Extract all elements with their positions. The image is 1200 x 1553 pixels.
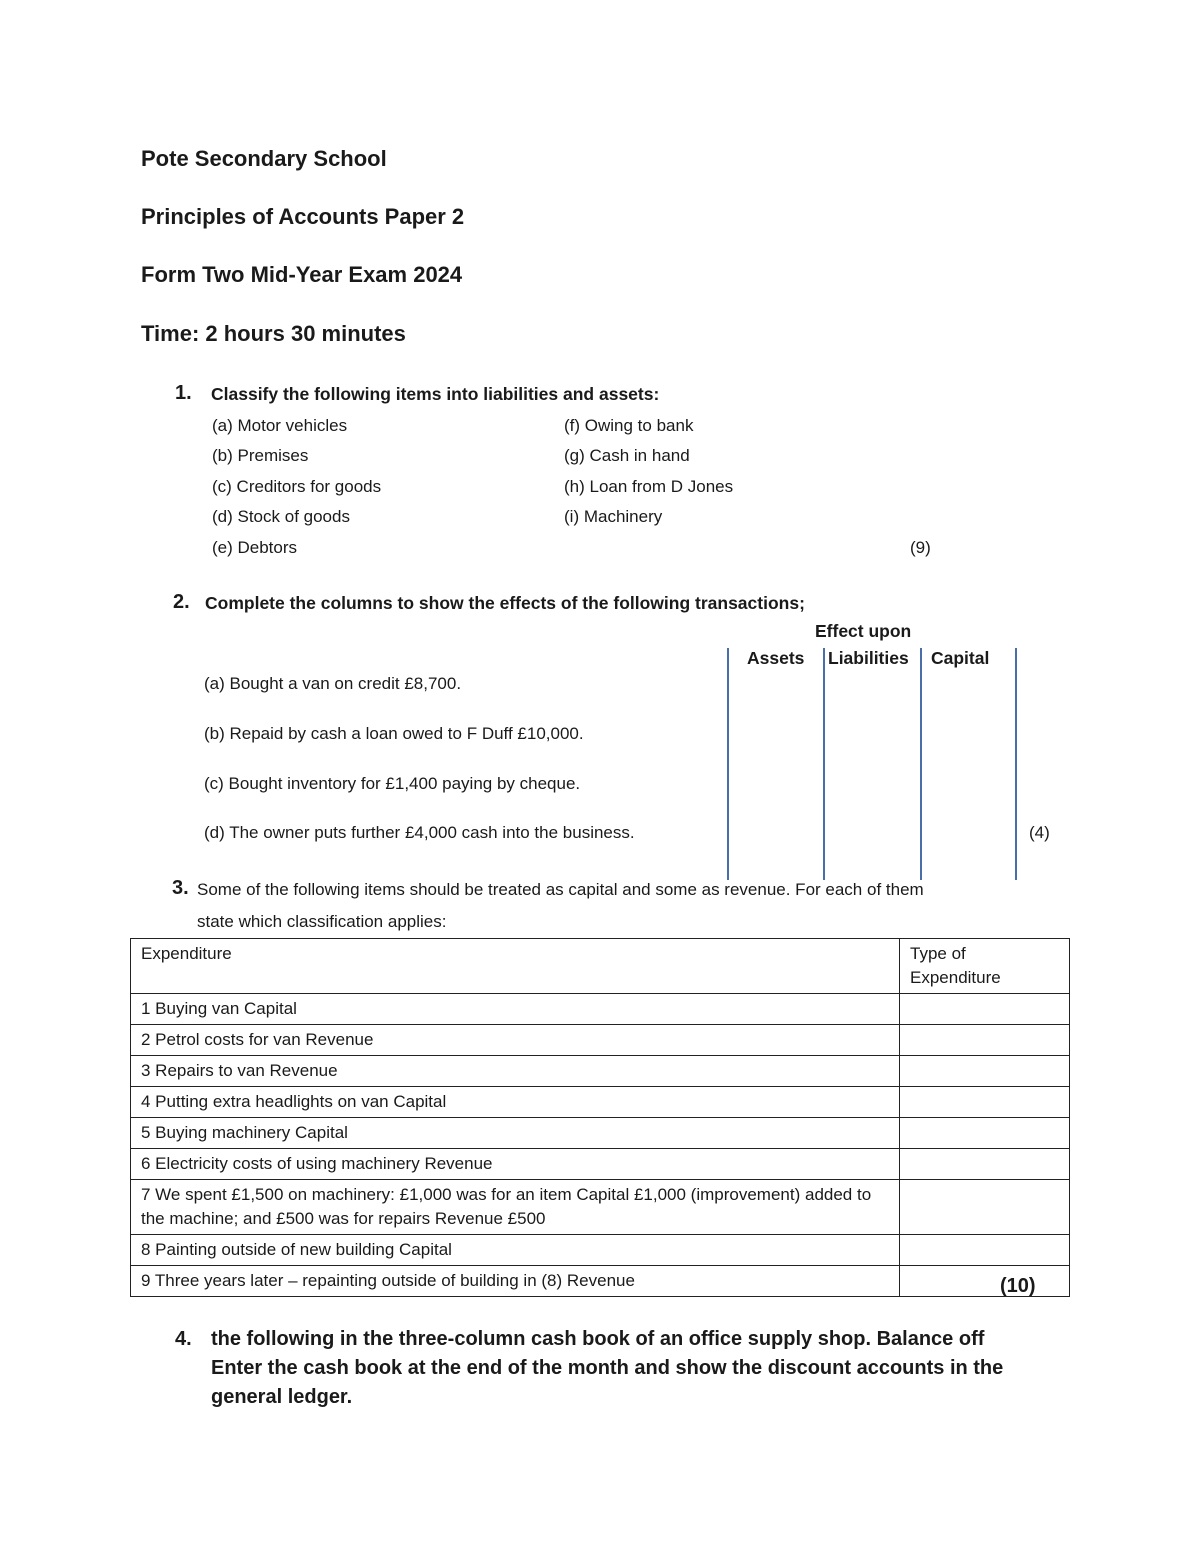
row-text: 3 Repairs to van Revenue [131,1056,900,1087]
q2-column-rule-1 [727,648,729,880]
q4-line2: Enter the cash book at the end of the month and show the discount accounts in the [211,1357,1004,1379]
table-row [131,1266,1070,1297]
type-cell[interactable] [900,1025,1070,1056]
q4-number: 4. [175,1328,192,1350]
q1-item-e: (e) Debtors [212,538,298,557]
q1-item-b: (b) Premises [212,446,309,465]
exam-time: Time: 2 hours 30 minutes [141,321,406,346]
q2-column-rule-3 [920,648,922,880]
q1-item-i: (i) Machinery [564,507,663,526]
school-name: Pote Secondary School [141,146,387,171]
q2-col-assets: Assets [747,648,805,668]
q3-prompt-line2: state which classification applies: [197,912,447,931]
type-cell[interactable] [900,1235,1070,1266]
q3-number: 3. [172,877,189,899]
q1-number: 1. [175,382,192,404]
q2-transaction-a: (a) Bought a van on credit £8,700. [204,674,462,693]
type-cell[interactable] [900,1266,1070,1297]
table-row [131,994,1070,1025]
q2-transaction-b: (b) Repaid by cash a loan owed to F Duff £10,000. [204,724,584,743]
table-row [131,1025,1070,1056]
q2-col-capital: Capital [931,648,990,668]
q2-transaction-c: (c) Bought inventory for £1,400 paying by cheque. [204,774,581,793]
q1-item-c: (c) Creditors for goods [212,477,382,496]
table-row [131,1149,1070,1180]
table-row [131,1118,1070,1149]
row-text: 9 Three years later – repainting outside of building in (8) Revenue [131,1266,900,1297]
q1-item-a: (a) Motor vehicles [212,416,348,435]
paper-title: Principles of Accounts Paper 2 [141,204,465,229]
q1-marks: (9) [910,538,931,557]
q2-prompt: Complete the columns to show the effects of the following transactions; [205,593,805,613]
exam-title: Form Two Mid-Year Exam 2024 [141,262,463,287]
q1-item-g: (g) Cash in hand [564,446,690,465]
header-type-of-expenditure: Type of Expenditure [900,939,1070,994]
expenditure-table [130,938,1070,1297]
q2-transaction-d: (d) The owner puts further £4,000 cash into the business. [204,823,635,842]
type-cell[interactable] [900,1087,1070,1118]
row-text: 4 Putting extra headlights on van Capital [131,1087,900,1118]
table-row [131,1087,1070,1118]
table-row [131,1180,1070,1235]
table-row [131,1056,1070,1087]
q1-item-d: (d) Stock of goods [212,507,350,526]
q4-line1: the following in the three-column cash book of an office supply shop. Balance off [211,1328,985,1350]
table-row [131,1235,1070,1266]
q1-item-h: (h) Loan from D Jones [564,477,734,496]
type-cell[interactable] [900,1149,1070,1180]
q1-item-f: (f) Owing to bank [564,416,694,435]
row-text: 8 Painting outside of new building Capital [131,1235,900,1266]
type-cell[interactable] [900,1118,1070,1149]
type-cell[interactable] [900,994,1070,1025]
q2-col-liabilities: Liabilities [828,648,909,668]
row-text: 2 Petrol costs for van Revenue [131,1025,900,1056]
row-text: 5 Buying machinery Capital [131,1118,900,1149]
q2-effect-header: Effect upon [815,621,912,641]
q2-column-rule-2 [823,648,825,880]
type-cell[interactable] [900,1056,1070,1087]
row-text: 1 Buying van Capital [131,994,900,1025]
row-text: 7 We spent £1,500 on machinery: £1,000 was for an item Capital £1,000 (improvement) added to the machine; and £500 was for repairs Revenue £500 [131,1180,900,1235]
q4-line3: general ledger. [211,1386,353,1408]
q3-prompt-line1: Some of the following items should be treated as capital and some as revenue. For each of them [197,880,924,899]
q2-number: 2. [173,591,190,613]
row-text: 6 Electricity costs of using machinery Revenue [131,1149,900,1180]
q2-marks: (4) [1029,823,1050,842]
type-cell[interactable] [900,1180,1070,1235]
q3-marks: (10) [1000,1275,1036,1297]
header-expenditure: Expenditure [131,939,900,994]
table-header-row [131,939,1070,994]
q2-column-rule-4 [1015,648,1017,880]
q1-prompt: Classify the following items into liabilities and assets: [211,384,660,404]
